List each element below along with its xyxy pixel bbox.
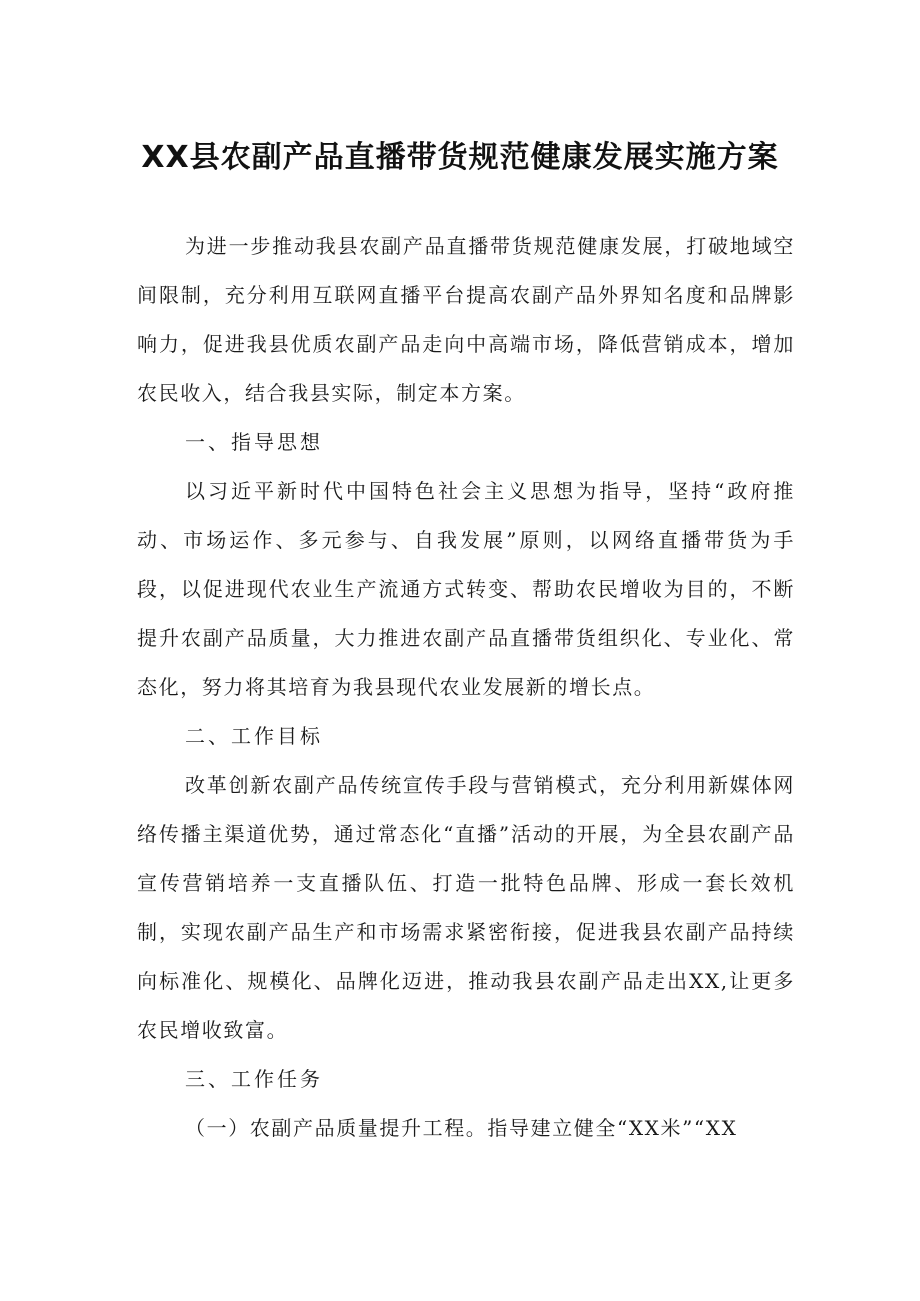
intro-paragraph: 为进一步推动我县农副产品直播带货规范健康发展，打破地域空间限制，充分利用互联网直播平台提高农副产品外界知名度和品牌影响力，促进我县优质农副产品走向中高端市场，降低营销成本，增加农民收入，结合我县实际，制定本方案。 <box>137 234 795 405</box>
section-body-work-goals: 改革创新农副产品传统宣传手段与营销模式，充分利用新媒体网络传播主渠道优势，通过常态化“直播”活动的开展，为全县农副产品宣传营销培养一支直播队伍、打造一批特色品牌、形成一套长效机制，实现农副产品生产和市场需求紧密衔接，促进我县农副产品持续向标准化、规模化、品牌化迈进，推动我县农副产品走出XX,让更多农民增收致富。 <box>137 773 795 1042</box>
section-heading-work-goals: 二、工作目标 <box>185 724 323 748</box>
document-body <box>137 222 795 1153</box>
section-heading-work-tasks: 三、工作任务 <box>185 1067 323 1091</box>
subsection-quality-improvement: （一）农副产品质量提升工程。指导建立健全“XX米”“XX <box>185 1116 738 1140</box>
document-title: XX县农副产品直播带货规范健康发展实施方案 <box>141 140 779 175</box>
section-heading-guiding-ideology: 一、指导思想 <box>185 430 323 454</box>
section-body-guiding-ideology: 以习近平新时代中国特色社会主义思想为指导，坚持“政府推动、市场运作、多元参与、自我发展”原则，以网络直播带货为手段，以促进现代农业生产流通方式转变、帮助农民增收为目的，不断提升农副产品质量，大力推进农副产品直播带货组织化、专业化、常态化，努力将其培育为我县现代农业发展新的增长点。 <box>137 479 795 699</box>
